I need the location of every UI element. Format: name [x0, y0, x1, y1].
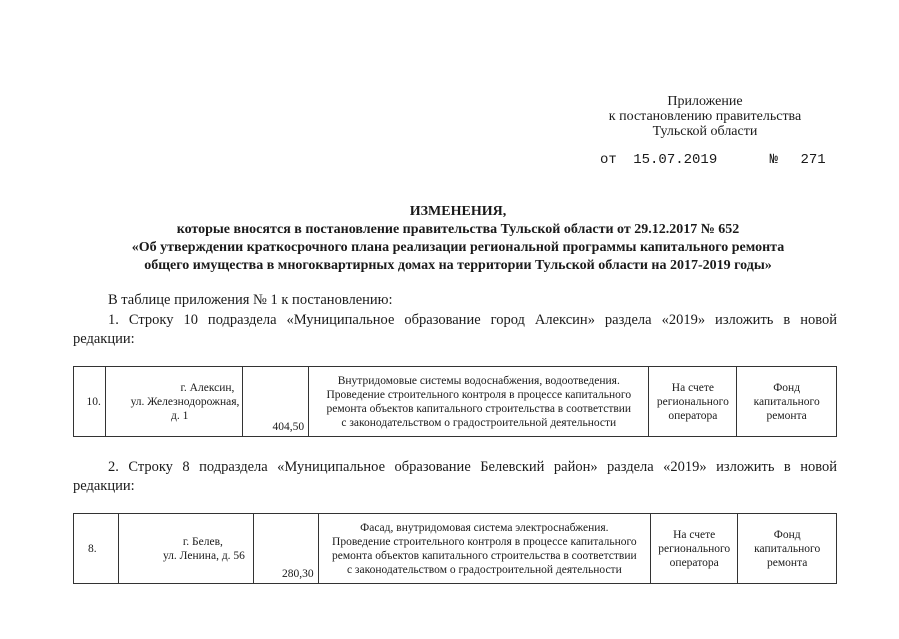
appendix-header [560, 94, 850, 139]
address-line: г. Белев, [182, 535, 223, 548]
appendix-line: к постановлению правительства [608, 109, 802, 124]
fund-cell [738, 514, 837, 584]
work-line: Проведение строительного контроля в процессе капитального [326, 388, 632, 401]
fund-line: капитального [754, 542, 821, 555]
replacement-table-1 [73, 366, 837, 437]
item2-text: 2. Строку 8 подраздела «Муниципальное образование Белевский район» раздела «2019» изложить в новой [108, 459, 837, 475]
work-description-cell [318, 514, 650, 584]
intro-paragraph: В таблице приложения № 1 к постановлению: [108, 292, 393, 308]
title-line: «Об утверждении краткосрочного плана реализации региональной программы капитального ремонта [131, 240, 785, 255]
account-line: оператора [669, 556, 719, 569]
cost-cell [253, 514, 318, 584]
fund-line: капитального [753, 395, 820, 408]
appendix-line: Приложение [667, 94, 743, 109]
address-line: г. Алексин, [180, 381, 235, 394]
cost-value: 404,50 [272, 421, 305, 433]
account-line: На счете [673, 528, 716, 541]
decree-number: 271 [800, 152, 826, 168]
replacement-table-2 [73, 513, 837, 584]
fund-line: ремонта [766, 409, 807, 422]
address-line: ул. Железнодорожная, [130, 395, 240, 408]
work-line: ремонта объектов капитального строительства в соответствии [326, 402, 632, 415]
row-number: 8. [74, 514, 119, 584]
work-line: с законодательством о градостроительной деятельности [341, 416, 617, 429]
cost-value: 280,30 [282, 568, 314, 580]
address-line: д. 1 [171, 409, 189, 422]
cost-cell [243, 367, 309, 437]
title-heading: ИЗМЕНЕНИЯ, [409, 204, 507, 219]
work-line: Фасад, внутридомовая система электроснабжения. [360, 521, 609, 534]
decree-date-number [600, 152, 826, 168]
fund-line: Фонд [773, 528, 801, 541]
table-row [74, 367, 837, 437]
work-line: Внутридомовые системы водоснабжения, водоотведения. [337, 374, 620, 387]
decree-date: 15.07.2019 [633, 152, 718, 168]
row-number: 10. [74, 367, 106, 437]
account-line: На счете [671, 381, 714, 394]
address-cell [119, 514, 254, 584]
number-label: № [769, 152, 779, 168]
item1-text-cont: редакции: [73, 331, 135, 347]
account-line: регионального [658, 542, 731, 555]
appendix-line: Тульской области [652, 124, 758, 139]
title-line: общего имущества в многоквартирных домах на территории Тульской области на 2017-2019 годы» [144, 258, 772, 273]
account-line: оператора [668, 409, 718, 422]
fund-line: ремонта [767, 556, 808, 569]
payment-account-cell [651, 514, 738, 584]
item2-text-cont: редакции: [73, 478, 135, 494]
work-line: с законодательством о градостроительной деятельности [346, 563, 622, 576]
payment-account-cell [649, 367, 737, 437]
address-cell [105, 367, 243, 437]
title-line: которые вносятся в постановление правительства Тульской области от 29.12.2017 № 652 [176, 222, 740, 237]
document-title [80, 203, 836, 275]
from-label: от [600, 152, 617, 168]
work-line: ремонта объектов капитального строительства в соответствии [332, 549, 637, 562]
work-line: Проведение строительного контроля в процессе капитального [332, 535, 637, 548]
address-line: ул. Ленина, д. 56 [162, 549, 245, 562]
table-row [74, 514, 837, 584]
account-line: регионального [656, 395, 729, 408]
work-description-cell [309, 367, 649, 437]
fund-cell [737, 367, 837, 437]
fund-line: Фонд [773, 381, 801, 394]
item1-text: 1. Строку 10 подраздела «Муниципальное образование город Алексин» раздела «2019» изложить в новой [108, 312, 837, 328]
